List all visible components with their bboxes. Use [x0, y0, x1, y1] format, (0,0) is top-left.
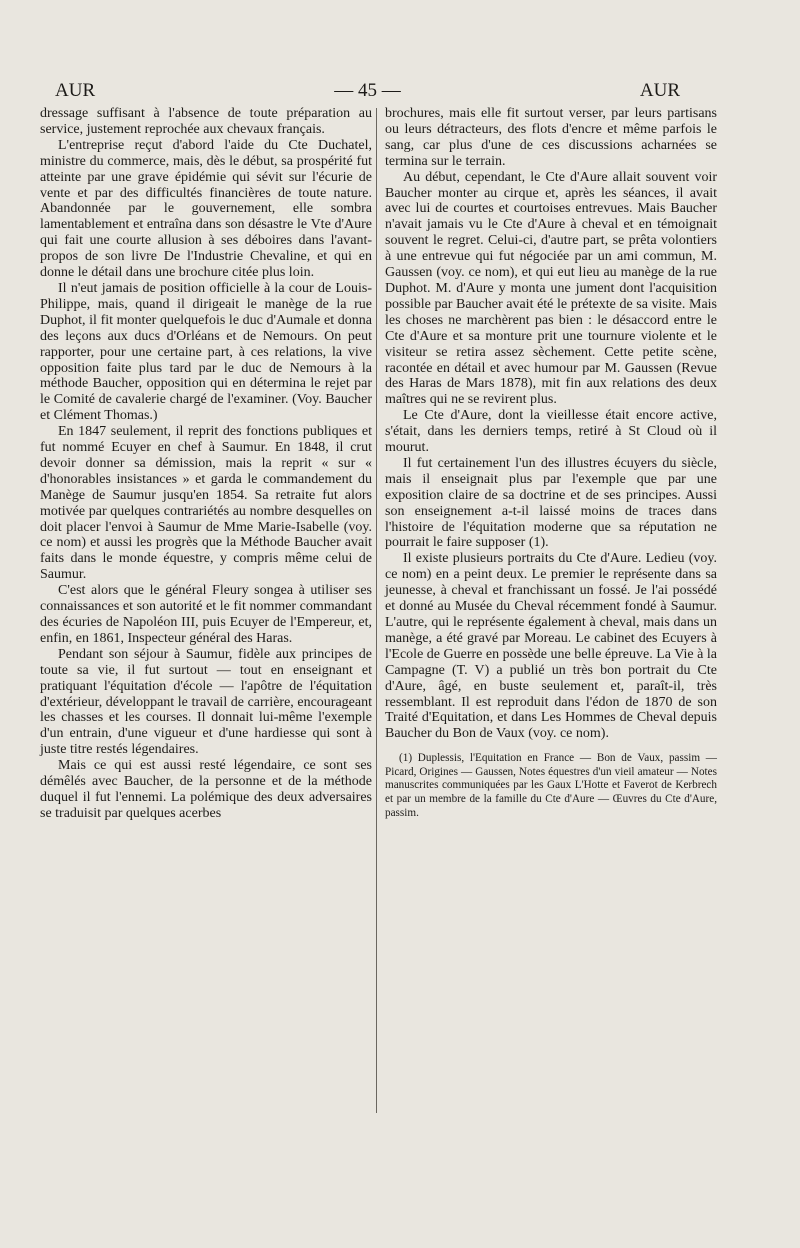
paragraph: C'est alors que le général Fleury songea à utiliser ses connaissances et son autorité et le fit nommer commandant des écuries de Napoléon III, puis Ecuyer de l'Empereur, et, enfin, en 1861, Inspecteur général des Haras.: [40, 583, 372, 646]
paragraph: brochures, mais elle fit surtout verser, par leurs partisans ou leurs détracteurs, des flots d'encre et même parfois le sang, car plus d'une de ces discussions acharnées se termina sur le terrain.: [385, 106, 717, 169]
header-right-entry: AUR: [639, 80, 680, 101]
header-left-entry: AUR: [55, 80, 96, 101]
footnote: (1) Duplessis, l'Equitation en France — Bon de Vaux, passim — Picard, Origines — Gaussen, Notes équestres d'un vieil amateur — Notes manuscrites communiquées par les Gaux L'Hotte et Faverot de Kerbrech et par un membre de la famille du Cte d'Aure — Œuvres du Cte d'Aure, passim.: [385, 752, 717, 819]
page-number: — 45 —: [334, 80, 401, 101]
paragraph: Il existe plusieurs portraits du Cte d'Aure. Ledieu (voy. ce nom) en a peint deux. Le premier le représente dans sa jeunesse, à cheval et franchissant un fossé. Je l'ai possédé et donné au Musée du Cheval récemment fondé à Saumur. L'autre, qui le représente également à cheval, mais dans un manège, a été gravé par Moreau. Le cabinet des Ecuyers à l'Ecole de Guerre en possède une belle épreuve. La Vie à la Campagne (T. V) a publié un très bon portrait du Cte d'Aure, âgé, en buste seulement et, paraît-il, très ressemblant. Il est reproduit dans l'édon de 1870 de son Traité d'Equitation, et dans Les Hommes de Cheval depuis Baucher du Bon de Vaux (voy. ce nom).: [385, 551, 717, 742]
running-header: [55, 80, 680, 108]
paragraph: Le Cte d'Aure, dont la vieillesse était encore active, s'était, dans les derniers temps, retiré à St Cloud où il mourut.: [385, 408, 717, 456]
right-column: [385, 106, 717, 820]
paragraph: dressage suffisant à l'absence de toute préparation au service, justement reprochée aux chevaux français.: [40, 106, 372, 137]
left-column: [40, 106, 372, 822]
paragraph: Au début, cependant, le Cte d'Aure allait souvent voir Baucher monter au cirque et, après les séances, il avait avec lui de courtes et courtoises entrevues. Mais Baucher n'avait jamais vu le Cte d'Aure à cheval et en témoignait souvent le regret. Celui-ci, d'autre part, se prêta volontiers à une entrevue qui fut négociée par un ami commun, M. Gaussen (voy. ce nom), et qui eut lieu au manège de la rue Duphot. M. d'Aure y monta une jument dont l'acquisition possible par Baucher avait été le prétexte de sa visite. Mais les choses ne marchèrent pas bien : le désaccord entre le Cte d'Aure et sa monture prit une tournure violente et le visiteur se retira assez sèchement. Cette petite scène, racontée en détail et avec humour par M. Gaussen (Revue des Haras de Mars 1878), mit fin aux relations des deux maîtres qui ne se revirent plus.: [385, 169, 717, 408]
paragraph: L'entreprise reçut d'abord l'aide du Cte Duchatel, ministre du commerce, mais, dès le début, sa prospérité fut atteinte par une grave épidémie qui sévit sur l'écurie de vente et par des difficultés financières de toute nature. Abandonnée par le gouvernement, elle sombra lamentablement et entraîna dans son désastre le Vte d'Aure qui fait une courte allusion à ses déboires dans l'avant-propos de son livre De l'Industrie Chevaline, et qui en donne le détail dans une brochure citée plus loin.: [40, 137, 372, 281]
footnotes: [385, 752, 717, 820]
paragraph: Pendant son séjour à Saumur, fidèle aux principes de toute sa vie, il fut surtout — tout en enseignant et pratiquant l'équitation d'école — l'apôtre de l'équitation d'extérieur, développant le travail de carrière, encourageant les chasses et les courses. Il donnait lui-même l'exemple d'un entrain, d'une vigueur et d'une hardiesse qui sont à juste titre restés légendaires.: [40, 646, 372, 758]
column-divider: [376, 108, 377, 1113]
paragraph: Il fut certainement l'un des illustres écuyers du siècle, mais il enseignait plus par l'exemple que par une exposition claire de sa doctrine et de ses principes. Aussi son enseignement a-t-il laissé moins de traces dans l'histoire de l'équitation moderne que sa réputation ne pourrait le faire supposer (1).: [385, 455, 717, 551]
paragraph: En 1847 seulement, il reprit des fonctions publiques et fut nommé Ecuyer en chef à Saumur. En 1848, il crut devoir donner sa démission, mais la reprit « sur « d'honorables insistances » et garda le commandement du Manège de Saumur jusqu'en 1854. Sa retraite fut alors motivée par quelques contrariétés au nombre desquelles on doit placer l'envoi à Saumur de Mme Marie-Isabelle (voy. ce nom) et aussi les progrès que la Méthode Baucher avait faits dans le monde équestre, y compris même celui de Saumur.: [40, 424, 372, 583]
paragraph: Il n'eut jamais de position officielle à la cour de Louis-Philippe, mais, quand il dirigeait le manège de la rue Duphot, il fit monter quelquefois le duc d'Aumale et donna des leçons aux ducs d'Orléans et de Nemours. On peut rapporter, pour une certaine part, à ces relations, la vive opposition faite plus tard par le duc de Nemours à la méthode Baucher, opposition qui en détermina le rejet par le Comité de cavalerie chargé de l'examiner. (Voy. Baucher et Clément Thomas.): [40, 280, 372, 424]
paragraph: Mais ce qui est aussi resté légendaire, ce sont ses démêlés avec Baucher, de la personne et de la méthode duquel il fut l'ennemi. La polémique des deux adversaires se traduisit par quelques acerbes: [40, 758, 372, 821]
